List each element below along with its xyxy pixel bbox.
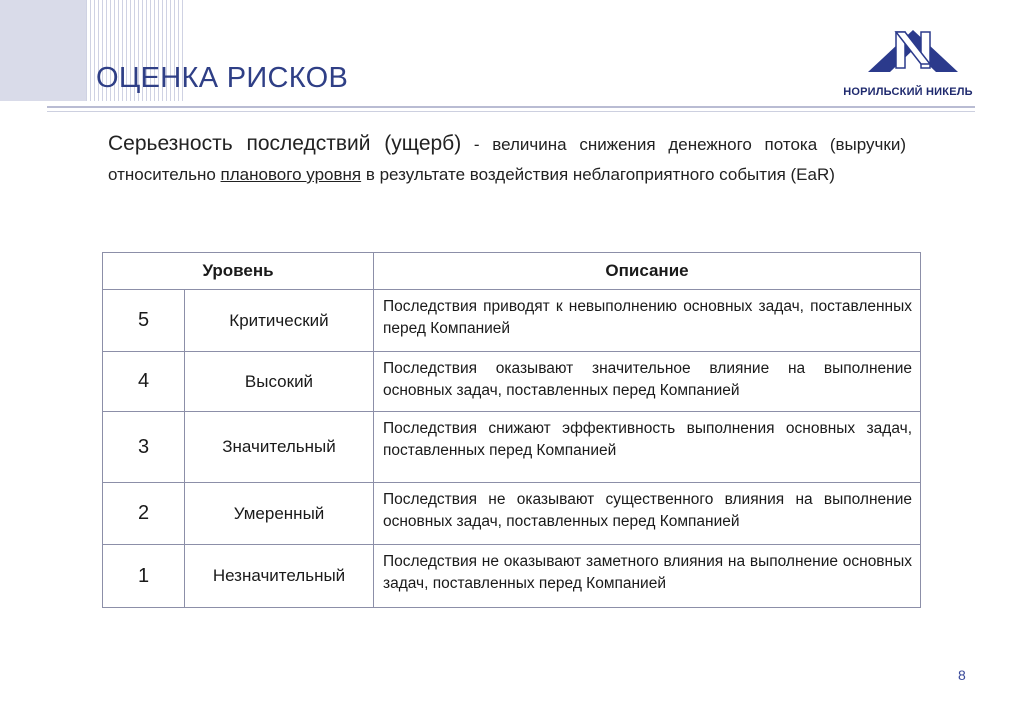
table-row (103, 412, 921, 483)
level-number: 4 (103, 352, 185, 412)
level-description: Последствия не оказывают заметного влияния на выполнение основных задач, поставленных перед Компанией (374, 545, 921, 608)
level-name: Умеренный (185, 483, 374, 545)
definition-underlined: планового уровня (220, 165, 362, 184)
header-level: Уровень (103, 253, 374, 290)
level-name: Критический (185, 290, 374, 352)
level-description: Последствия не оказывают существенного влияния на выполнение основных задач, поставленных перед Компанией (374, 483, 921, 545)
level-name: Значительный (185, 412, 374, 483)
level-number: 1 (103, 545, 185, 608)
table-row (103, 352, 921, 412)
definition-paragraph (108, 129, 906, 190)
definition-text-part2: в результате воздействия неблагоприятного события (EaR) (361, 165, 835, 184)
table-row (103, 483, 921, 545)
page-title: ОЦЕНКА РИСКОВ (96, 62, 349, 94)
level-number: 5 (103, 290, 185, 352)
header-description: Описание (374, 253, 921, 290)
table-row (103, 290, 921, 352)
severity-table (102, 252, 921, 608)
level-number: 3 (103, 412, 185, 483)
header-divider (47, 106, 975, 108)
level-number: 2 (103, 483, 185, 545)
corner-decoration (0, 0, 86, 101)
definition-dash: - (461, 135, 493, 154)
page-number: 8 (958, 667, 966, 683)
level-name: Высокий (185, 352, 374, 412)
header-divider-thin (47, 111, 975, 112)
logo-text: НОРИЛЬСКИЙ НИКЕЛЬ (843, 86, 973, 98)
definition-text-part1: величина снижения денежного потока (выручки) относительно (108, 135, 906, 184)
level-description: Последствия снижают эффективность выполнения основных задач, поставленных перед Компанией (374, 412, 921, 483)
table-row (103, 545, 921, 608)
level-description: Последствия приводят к невыполнению основных задач, поставленных перед Компанией (374, 290, 921, 352)
table-header-row (103, 253, 921, 290)
level-description: Последствия оказывают значительное влияние на выполнение основных задач, поставленных перед Компанией (374, 352, 921, 412)
definition-term: Серьезность последствий (ущерб) (108, 132, 462, 155)
level-name: Незначительный (185, 545, 374, 608)
